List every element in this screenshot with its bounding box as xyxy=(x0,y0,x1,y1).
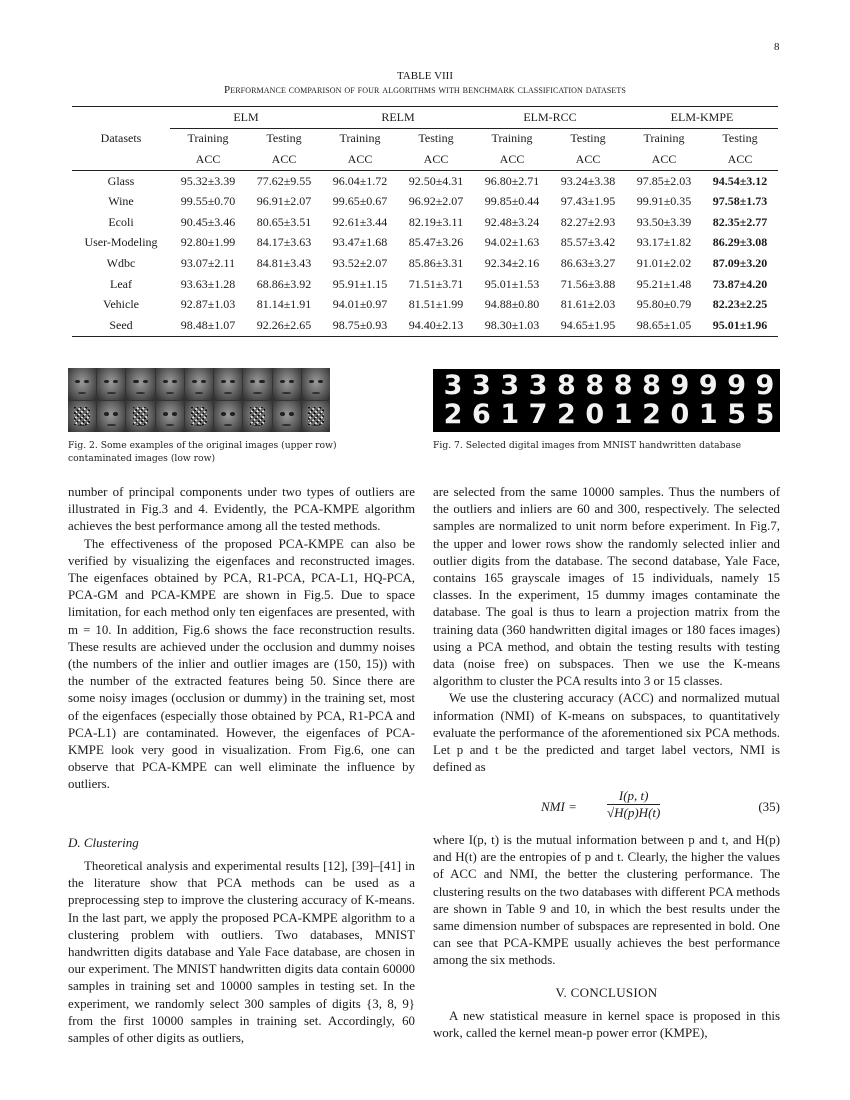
fig7-caption: Fig. 7. Selected digital images from MNIST handwritten database xyxy=(433,440,742,451)
mnist-digit: 5 xyxy=(727,399,746,430)
left-paragraph-3: Theoretical analysis and experimental results [12], [39]–[41] in the literature show that PCA methods can be used as a preprocessing step to improve the clustering accuracy of K-means. In the last part, we apply the proposed PCA-KMPE algorithm to a clustering problem with outliers. Two databases, MNIST handwritten digits database and Yale Face database, are chosen in our experiment. The MNIST handwritten digits data contain 60000 samples in training set and 10000 samples in testing set. In the experiment, we randomly select 300 samples of digits {3, 8, 9} from the first 10000 samples in training set. Accordingly, 60 samples of other digits as outliers, xyxy=(68,859,415,1046)
mnist-digit: 0 xyxy=(585,399,605,430)
face-mouth xyxy=(107,424,115,426)
table-cell: 92.80±1.99 xyxy=(180,235,236,250)
mnist-digit: 3 xyxy=(471,370,491,401)
dataset-name: User-Modeling xyxy=(84,235,158,250)
subheader-acc: ACC xyxy=(347,151,373,166)
face-image xyxy=(126,401,154,433)
table-cell: 92.61±3.44 xyxy=(332,214,388,229)
mnist-digit: 2 xyxy=(557,399,576,430)
dataset-name: Wine xyxy=(108,194,134,209)
datasets-header: Datasets xyxy=(72,107,170,171)
fig2-caption xyxy=(68,439,368,465)
subheader-acc: ACC xyxy=(575,151,601,166)
table-caption xyxy=(72,84,778,96)
dataset-name: Ecoli xyxy=(108,214,134,229)
subheader-acc: ACC xyxy=(651,151,677,166)
table-cell: 92.50±4.31 xyxy=(398,170,474,191)
table-row xyxy=(72,315,778,336)
subheader-metric: Testing xyxy=(722,131,758,146)
table-row xyxy=(72,170,778,191)
table-row xyxy=(72,191,778,212)
table-subheader-row xyxy=(72,128,778,149)
table-cell: 93.52±2.07 xyxy=(332,255,388,270)
table-cell: 94.01±0.97 xyxy=(332,297,388,312)
table-cell: 94.02±1.63 xyxy=(484,235,540,250)
face-image xyxy=(68,368,96,400)
table-cell: 92.87±1.03 xyxy=(180,297,236,312)
table-cell: 84.81±3.43 xyxy=(256,255,312,270)
subheader-acc: ACC xyxy=(195,151,221,166)
table-cell: 87.09±3.20 xyxy=(712,255,768,270)
table-cell: 99.65±0.67 xyxy=(332,194,388,209)
subheader-metric: Testing xyxy=(418,131,454,146)
table-cell: 96.04±1.72 xyxy=(322,170,398,191)
performance-table xyxy=(72,106,778,337)
table-cell: 93.17±1.82 xyxy=(636,235,692,250)
face-eye xyxy=(259,412,264,415)
face-eye xyxy=(201,412,206,415)
fig2-caption-line1: Fig. 2. Some examples of the original images (upper row) xyxy=(68,440,337,451)
face-image xyxy=(214,368,242,400)
left-paragraph-1: number of principal components under two types of outliers are illustrated in Fig.3 and 4. Evidently, the PCA-KMPE algorithm achieves the best performance among all the tested methods. xyxy=(68,485,415,534)
right-paragraph-3: where I(p, t) is the mutual information between p and t, and H(p) and H(t) are the entropies of p and t. Clearly, the higher the values of ACC and NMI, the better the clustering performance. The clustering results on the two databases with different PCA methods are shown in Table 9 and 10, in which the best results under the same dimension number of subspaces are represented in bold. One can see that PCA-KMPE usually achieves the best performance among the six methods. xyxy=(433,833,780,968)
table-cell: 99.85±0.44 xyxy=(484,194,540,209)
right-paragraph-4: A new statistical measure in kernel space is proposed in this work, called the kernel mean-p power error (KMPE), xyxy=(433,1009,780,1041)
mnist-digit: 7 xyxy=(528,399,548,430)
section-heading-conclusion: V. CONCLUSION xyxy=(555,985,658,1000)
face-eye xyxy=(289,380,294,383)
face-mouth xyxy=(282,424,290,426)
mnist-digit: 2 xyxy=(443,399,463,430)
mnist-digit: 8 xyxy=(613,370,633,401)
mnist-digit: 9 xyxy=(755,370,775,401)
dataset-name: Glass xyxy=(72,170,170,191)
mnist-digit: 3 xyxy=(500,370,520,401)
subheader-acc: ACC xyxy=(499,151,525,166)
table-cell: 82.23±2.25 xyxy=(712,297,768,312)
table-cell: 85.57±3.42 xyxy=(560,235,616,250)
face-eye xyxy=(104,412,109,415)
table-row xyxy=(72,212,778,233)
table-header-row xyxy=(72,107,778,129)
face-eye xyxy=(133,380,138,383)
lower-digits-row xyxy=(439,401,779,429)
face-mouth xyxy=(107,392,115,394)
face-eye xyxy=(250,412,255,415)
face-image xyxy=(126,368,154,400)
face-image xyxy=(156,368,184,400)
mnist-digit: 3 xyxy=(528,370,548,401)
table-cell: 96.91±2.07 xyxy=(256,194,312,209)
subheader-metric: Training xyxy=(339,131,381,146)
equation-number: (35) xyxy=(758,799,780,814)
right-column-lower xyxy=(433,832,780,970)
face-eye xyxy=(221,380,226,383)
face-image xyxy=(243,401,271,433)
table-cell: 68.86±3.92 xyxy=(256,276,312,291)
mnist-digit: 9 xyxy=(727,370,746,401)
face-eye xyxy=(172,380,177,383)
face-eye xyxy=(75,380,80,383)
face-mouth xyxy=(224,424,232,426)
table-cell: 73.87±4.20 xyxy=(712,276,768,291)
upper-digits-row xyxy=(439,372,779,400)
section-heading-clustering: D. Clustering xyxy=(68,835,139,850)
face-eye xyxy=(230,380,235,383)
nmi-equation xyxy=(433,788,780,828)
face-mouth xyxy=(78,424,86,426)
fig2-caption-line2: contaminated images (low row) xyxy=(68,453,216,464)
face-image xyxy=(68,401,96,433)
table-cell: 92.34±2.16 xyxy=(484,255,540,270)
table-cell: 91.01±2.02 xyxy=(636,255,692,270)
group-header-elm: ELM xyxy=(170,107,322,129)
face-image xyxy=(273,368,301,400)
dataset-name: Seed xyxy=(72,315,170,336)
left-column-lower xyxy=(68,858,415,1047)
face-eye xyxy=(289,412,294,415)
mnist-digit: 5 xyxy=(755,399,775,430)
table-cell: 85.86±3.31 xyxy=(408,255,464,270)
right-paragraph-1: are selected from the same 10000 samples. Thus the numbers of the outliers and inliers are 60 and 300, respectively. The selected samples are normalized to unit norm before experiment. In Fig.7, the upper and lower rows show the randomly selected inlier and outlier digits from the database. The second database, Yale Face, contains 165 grayscale images of 15 individuals, namely 15 classes. In the experiment, 15 dummy images contaminate the database. The goal is thus to learn a projection matrix from the training data (360 handwritten digital images or 180 faces images) using a PCA method, and obtain the testing results with testing data (noise free) on subspaces. Then we use the K-means algorithm to cluster the PCA results into 3 or 15 classes. xyxy=(433,485,780,689)
table-cell: 82.19±3.11 xyxy=(408,214,464,229)
face-mouth xyxy=(312,392,320,394)
face-eye xyxy=(163,380,168,383)
face-eye xyxy=(318,380,323,383)
face-eye xyxy=(221,412,226,415)
table-cell: 71.51±3.71 xyxy=(408,276,464,291)
dataset-name: Wdbc xyxy=(106,255,136,270)
subheader-metric: Training xyxy=(491,131,533,146)
face-eye xyxy=(104,380,109,383)
table-cell: 95.01±1.53 xyxy=(484,276,540,291)
face-mouth xyxy=(312,424,320,426)
table-row xyxy=(72,233,778,254)
face-images-figure xyxy=(68,368,330,432)
group-header-relm: RELM xyxy=(322,107,474,129)
table-row xyxy=(72,253,778,274)
table-cell: 95.91±1.15 xyxy=(332,276,388,291)
table-cell: 98.75±0.93 xyxy=(322,315,398,336)
table-cell: 92.48±3.24 xyxy=(484,214,540,229)
face-eye xyxy=(280,380,285,383)
mnist-digit: 1 xyxy=(500,399,520,430)
mnist-digit: 1 xyxy=(613,399,633,430)
face-eye xyxy=(250,380,255,383)
face-mouth xyxy=(253,392,261,394)
right-paragraph-2: We use the clustering accuracy (ACC) and normalized mutual information (NMI) of K-means on subspaces, to quantitatively evaluate the performance of the aforementioned six PCA methods. Let p and t be the predicted and target label vectors, NMI is defined as xyxy=(433,691,780,775)
face-image xyxy=(97,401,125,433)
group-header-elm-kmpe: ELM-KMPE xyxy=(626,107,778,129)
left-column xyxy=(68,484,415,794)
table-cell: 81.14±1.91 xyxy=(256,297,312,312)
table-cell: 96.92±2.07 xyxy=(408,194,464,209)
face-mouth xyxy=(136,392,144,394)
table-cell: 85.47±3.26 xyxy=(408,235,464,250)
table-cell: 98.30±1.03 xyxy=(474,315,550,336)
table-cell: 96.80±2.71 xyxy=(474,170,550,191)
mnist-digit: 6 xyxy=(471,399,491,430)
equation-fraction xyxy=(607,788,660,821)
equation-numerator: I(p, t) xyxy=(607,788,660,805)
face-image xyxy=(273,401,301,433)
face-eye xyxy=(309,380,314,383)
table-cell: 86.29±3.08 xyxy=(712,235,768,250)
face-eye xyxy=(113,412,118,415)
table-cell: 77.62±9.55 xyxy=(246,170,322,191)
subheader-acc: ACC xyxy=(271,151,297,166)
face-eye xyxy=(318,412,323,415)
table-cell: 98.65±1.05 xyxy=(626,315,702,336)
table-subheader-row xyxy=(72,149,778,170)
dataset-name: Leaf xyxy=(110,276,132,291)
mnist-digit: 9 xyxy=(670,370,690,401)
table-cell: 82.27±2.93 xyxy=(560,214,616,229)
face-image xyxy=(243,368,271,400)
face-eye xyxy=(133,412,138,415)
face-mouth xyxy=(195,392,203,394)
face-mouth xyxy=(166,392,174,394)
mnist-digit: 0 xyxy=(670,399,690,430)
equation-denominator: √H(p)H(t) xyxy=(607,805,661,820)
face-eye xyxy=(230,412,235,415)
table-cell: 97.58±1.73 xyxy=(712,194,768,209)
right-column-conclusion xyxy=(433,1008,780,1042)
face-image xyxy=(214,401,242,433)
face-image xyxy=(302,368,330,400)
table-cell: 97.43±1.95 xyxy=(560,194,616,209)
face-mouth xyxy=(253,424,261,426)
table-cell: 81.61±2.03 xyxy=(560,297,616,312)
face-eye xyxy=(84,412,89,415)
face-image xyxy=(185,368,213,400)
table-cell: 82.35±2.77 xyxy=(712,214,768,229)
equation-lhs: NMI = xyxy=(541,799,577,814)
table-cell: 92.26±2.65 xyxy=(246,315,322,336)
face-eye xyxy=(84,380,89,383)
right-column xyxy=(433,484,780,776)
face-eye xyxy=(259,380,264,383)
table-cell: 90.45±3.46 xyxy=(180,214,236,229)
table-cell: 99.91±0.35 xyxy=(636,194,692,209)
mnist-digit: 8 xyxy=(642,370,661,401)
face-eye xyxy=(113,380,118,383)
face-mouth xyxy=(195,424,203,426)
subheader-metric: Testing xyxy=(266,131,302,146)
table-cell: 93.47±1.68 xyxy=(332,235,388,250)
face-eye xyxy=(192,412,197,415)
face-mouth xyxy=(78,392,86,394)
table-cell: 81.51±1.99 xyxy=(408,297,464,312)
face-mouth xyxy=(282,392,290,394)
table-cell: 97.85±2.03 xyxy=(626,170,702,191)
subheader-acc: ACC xyxy=(423,151,449,166)
table-cell: 95.21±1.48 xyxy=(636,276,692,291)
group-header-elm-rcc: ELM-RCC xyxy=(474,107,626,129)
dataset-name: Vehicle xyxy=(103,297,139,312)
table-row xyxy=(72,294,778,315)
face-eye xyxy=(192,380,197,383)
face-eye xyxy=(143,380,148,383)
face-image xyxy=(97,368,125,400)
face-eye xyxy=(201,380,206,383)
face-eye xyxy=(143,412,148,415)
table-cell: 94.54±3.12 xyxy=(702,170,778,191)
face-image xyxy=(185,401,213,433)
face-mouth xyxy=(166,424,174,426)
table-cell: 93.63±1.28 xyxy=(180,276,236,291)
mnist-digit: 2 xyxy=(642,399,661,430)
left-paragraph-2: The effectiveness of the proposed PCA-KMPE can also be verified by visualizing the eigenfaces and reconstructed images. The eigenfaces obtained by PCA, R1-PCA, PCA-L1, HQ-PCA, PCA-GM and PCA-KMPE are shown in Fig.5. Due to space limitation, for each method only ten eigenfaces are presented, with m = 10. In addition, Fig.6 shows the face reconstruction results. These results are achieved under the occlusion and dummy noises (the numbers of the inlier and outlier images are (150, 15)) with the number of the extracted features being 50. Since there are some noisy images (occlusion or dummy) in the training set, most of the eigenfaces (especially those obtained by PCA, R1-PCA and PCA-L1) are contaminated. However, the eigenfaces of PCA-KMPE look very good in visualization. From Fig.6, one can observe that PCA-KMPE can well eliminate the influence by outliers. xyxy=(68,536,415,792)
subheader-metric: Testing xyxy=(570,131,606,146)
table-cell: 80.65±3.51 xyxy=(256,214,312,229)
table-cell: 94.88±0.80 xyxy=(484,297,540,312)
mnist-digit: 8 xyxy=(557,370,576,401)
table-cell: 95.80±0.79 xyxy=(636,297,692,312)
face-eye xyxy=(172,412,177,415)
subheader-acc: ACC xyxy=(727,151,753,166)
mnist-digits-figure xyxy=(433,369,780,432)
subheader-metric: Training xyxy=(187,131,229,146)
table-label: TABLE VIII xyxy=(396,70,454,82)
page-number: 8 xyxy=(774,41,780,53)
face-eye xyxy=(280,412,285,415)
table-cell: 86.63±3.27 xyxy=(560,255,616,270)
mnist-digit: 8 xyxy=(585,370,605,401)
face-image xyxy=(302,401,330,433)
table-caption-text: Performance comparison of four algorithms with benchmark classification datasets xyxy=(224,84,626,96)
table-cell: 95.01±1.96 xyxy=(702,315,778,336)
mnist-digit: 3 xyxy=(443,370,463,401)
face-eye xyxy=(75,412,80,415)
mnist-digit: 9 xyxy=(698,370,718,401)
subheader-metric: Training xyxy=(643,131,685,146)
table-cell: 98.48±1.07 xyxy=(170,315,246,336)
table-cell: 93.07±2.11 xyxy=(180,255,236,270)
table-cell: 84.17±3.63 xyxy=(256,235,312,250)
face-eye xyxy=(163,412,168,415)
face-image xyxy=(156,401,184,433)
table-cell: 94.65±1.95 xyxy=(550,315,626,336)
table-cell: 93.24±3.38 xyxy=(550,170,626,191)
table-row xyxy=(72,274,778,295)
table-cell: 99.55±0.70 xyxy=(180,194,236,209)
face-mouth xyxy=(136,424,144,426)
table-cell: 93.50±3.39 xyxy=(636,214,692,229)
table-cell: 95.32±3.39 xyxy=(170,170,246,191)
face-eye xyxy=(309,412,314,415)
mnist-digit: 1 xyxy=(698,399,718,430)
table-cell: 94.40±2.13 xyxy=(398,315,474,336)
table-cell: 71.56±3.88 xyxy=(560,276,616,291)
face-mouth xyxy=(224,392,232,394)
